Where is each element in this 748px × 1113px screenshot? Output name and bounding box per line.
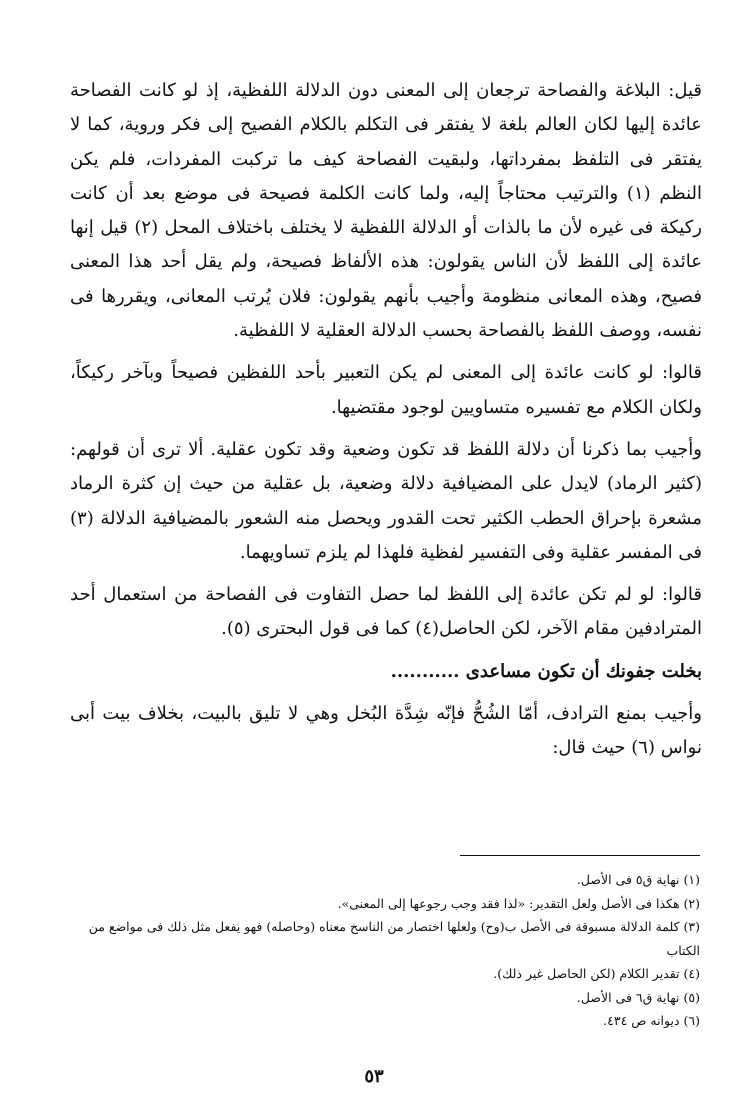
footnote-divider	[460, 855, 700, 856]
poem-verse-line: بخلت جفونك أن تكون مساعدى ...........	[390, 660, 702, 682]
footnote-3: (٣) كلمة الدلالة مسبوقة فى الأصل ب(وح) ولعلها اختصار من الناسخ معناه (وحاصله) فهو يفعل مثل ذلك فى مواضع من الكتاب	[88, 919, 700, 958]
paragraph-eloquence-meaning: قيل: البلاغة والفصاحة ترجعان إلى المعنى دون الدلالة اللفظية، إذ لو كانت الفصاحة عائدة إليها لكان العالم بلغة لا يفتقر فى التكلم بالكلام الفصيح إلى فكر وروية، كما لا يفتقر فى التلفظ بمفرداتها، ولبقيت الفصاحة كيف ما تركبت المفردات، فلم يكن النظم (١) والترتيب محتاجاً إليه، ولما كانت الكلمة فصيحة فى موضع بعد أن كانت ركيكة فى غيره لأن ما بالذات أو الدلالة اللفظية لا يختلف باختلاف المحل (٢) قيل إنها عائدة إلى اللفظ لأن الناس يقولون: هذه الألفاظ فصيحة، ولم يقل أحد هذا المعنى فصيح، وهذه المعانى منظومة وأجيب بأنهم يقولون: فلان يُرتب المعانى، ويقررها فى نفسه، ووصف اللفظ بالفصاحة بحسب الدلالة العقلية لا اللفظية.	[70, 80, 702, 342]
page-number: ٥٣	[364, 1066, 384, 1087]
footnote-6: (٦) ديوانه ص ٤٣٤.	[603, 1013, 700, 1028]
paragraph-reply-rational-indication: وأجيب بما ذكرنا أن دلالة اللفظ قد تكون وضعية وقد تكون عقلية. ألا ترى أن قولهم: (كثير الرماد) لايدل على المضيافية دلالة وضعية، بل عقلية من حيث إن كثرة الرماد مشعرة بإحراق الحطب الكثير تحت القدور ويحصل منه الشعور بالمضيافية الدلالة (٣) فى المفسر عقلية وفى التفسير لفظية فلهذا لم يلزم تساويهما.	[70, 438, 703, 563]
footnote-4: (٤) تقدير الكلام (لكن الحاصل غير ذلك).	[493, 966, 700, 981]
paragraph-reply-synonymy: وأجيب بمنع الترادف، أمّا الشُحُّ فإنّه شِدَّة البُخل وهي لا تليق بالبيت، بخلاف بيت أبى نواس (٦) حيث قال:	[70, 703, 702, 759]
main-text-block	[70, 74, 702, 774]
footnote-5: (٥) نهاية ق٦ فى الأصل.	[576, 989, 700, 1005]
footnote-2: (٢) هكذا فى الأصل ولعل التقدير: «لذا فقد وجب رجوعها إلى المعنى».	[337, 895, 700, 911]
footnote-1: (١) نهاية ق٥ فى الأصل.	[576, 872, 700, 887]
paragraph-objection-synonyms: قالوا: لو لم تكن عائدة إلى اللفظ لما حصل التفاوت فى الفصاحة من استعمال أحد المترادفين مقام الآخر، لكن الحاصل(٤) كما فى قول البحترى (٥).	[70, 584, 702, 640]
paragraph-objection-meaning: قالوا: لو كانت عائدة إلى المعنى لم يكن التعبير بأحد اللفظين فصيحاً وبآخر ركيكاً، ولكان الكلام مع تفسيره متساويين لوجود مقتضيها.	[70, 362, 702, 418]
footnotes-block	[60, 868, 700, 1033]
